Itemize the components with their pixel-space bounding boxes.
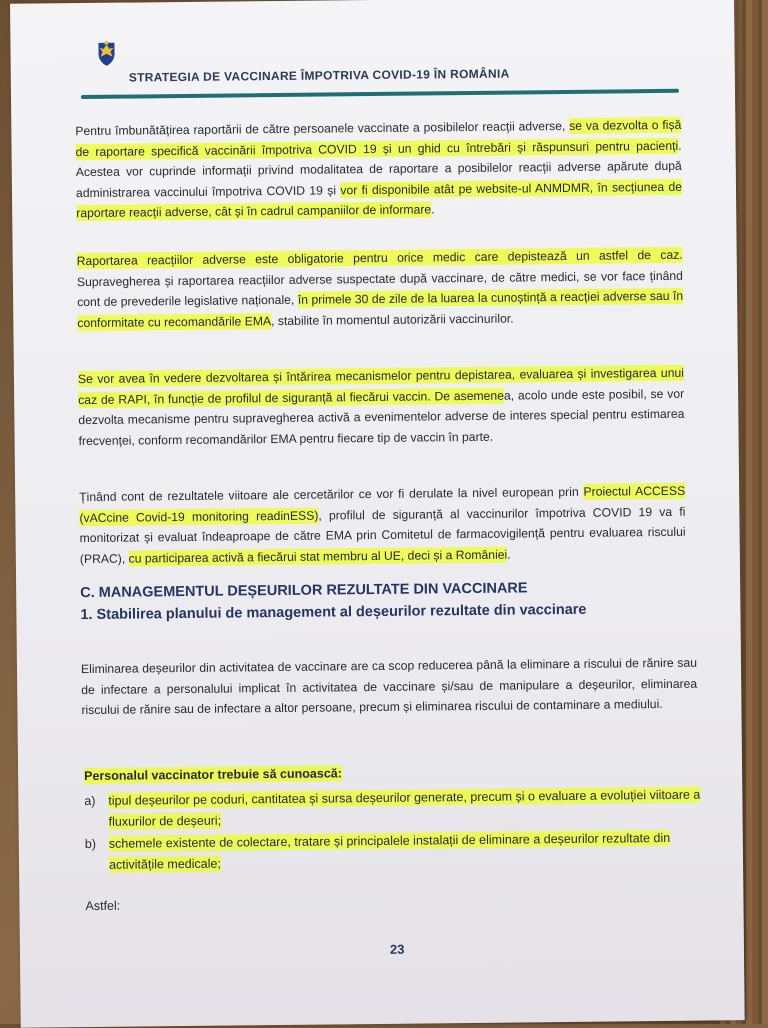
paragraph-text: a, acolo unde este posibil, se vor dezvolta mecanisme pentru supravegherea activă a evenimentelor adverse de interes special pentru estimarea frecvenței, conform recomandărilor EMA pentru fiecare tip de vaccin în parte. (78, 386, 685, 448)
highlighted-text: Se vor avea în vedere dezvoltarea și întărirea mecanismelor pentru depistarea, evaluarea și investigarea unui caz de RAPI, în funcție de profilul de siguranță al fiecărui vaccin. De asemene (77, 365, 684, 407)
list-item-text: tipul deșeurilor pe coduri, cantitatea și sursa deșeurilor generate, precum și o evaluare a evoluției viitoare a fluxurilor de deșeuri; (108, 787, 701, 829)
list-heading: Personalul vaccinator trebuie să cunoască: (84, 766, 342, 784)
paragraph-text: . (507, 547, 511, 562)
paragraph-text: Ținând cont de rezultatele viitoare ale cercetărilor ce vor fi derulate la nivel european prin (79, 484, 584, 505)
highlighted-text: Proiectul ACCESS (vACcine Covid-19 monitoring readinESS) (79, 483, 686, 525)
list-item (84, 785, 706, 834)
paragraph-rapi-mechanisms (78, 363, 685, 452)
highlighted-text: vor fi disponibile atât pe website-ul ANMDMR, în secțiunea de raportare reacții adverse, cât și în cadrul campaniilor de informare (76, 179, 683, 221)
section-c-subtitle: 1. Stabilirea planului de management al deșeurilor rezultate din vaccinare (80, 601, 587, 624)
list-item-text: schemele existente de colectare, tratare și principalele instalații de eliminare a deșeurilor rezultate din activitățile medicale; (108, 830, 671, 872)
document-header (80, 27, 681, 103)
paragraph-access-project (79, 481, 686, 570)
paragraph-text: Supravegherea și raportarea reacțiilor adverse suspectate după vaccinare, de către medici, se vor face ținând cont de prevederile legislative naționale, (76, 268, 683, 310)
paragraph-text: , profilul de siguranță al vaccinurilor împotriva COVID 19 va fi monitorizat și evaluat îndeaproape de către EMA prin Comitetul de farmacovigilență pentru evaluarea riscului (PRAC), (79, 504, 686, 566)
paragraph-mandatory-reporting (77, 245, 684, 334)
highlighted-text: Raportarea reacțiilor adverse este obligatorie pentru orice medic care depistează un astfel de caz. (76, 247, 683, 269)
paragraph-text: Eliminarea deșeurilor din activitatea de vaccinare are ca scop reducerea până la eliminare a riscului de rănire sau de infectare a personalului implicat în activitatea de vaccinare și/sau de manipulare a deșeurilor, eliminarea riscului de rănire sau de infectare a altor persoane, precum și eliminarea riscului de contaminare a mediului. (80, 655, 698, 718)
document-page (10, 0, 745, 1028)
paragraph-reporting (75, 115, 682, 224)
highlighted-text: în primele 30 de zile de la luarea la cunoștință a reacției adverse sau în conformitate cu recomandările EMA (77, 288, 684, 330)
page-number: 23 (389, 941, 405, 957)
paragraph-text: . (431, 202, 435, 217)
highlighted-text: cu participarea activă a fiecărui stat membru al UE, deci și a României (128, 547, 508, 566)
requirements-list (84, 785, 707, 878)
romania-coat-of-arms-icon (92, 39, 120, 67)
paragraph-waste-elimination (81, 653, 698, 721)
list-marker: b) (84, 836, 97, 852)
paragraph-text: , stabilite în momentul autorizării vaccinurilor. (271, 311, 514, 328)
highlighted-text: se va dezvolta o fișă de raportare specifică vaccinării împotriva COVID 19 și un ghid cu întrebări și răspunsuri pentru pacienți (75, 117, 682, 159)
list-marker: a) (84, 793, 96, 809)
list-item (85, 828, 707, 877)
document-title: STRATEGIA DE VACCINARE ÎMPOTRIVA COVID-19 ÎN ROMÂNIA (128, 66, 510, 85)
paragraph-text: . Acestea vor cuprinde informații privind modalitatea de raportare a posibilelor reacții adverse apărute după administrarea vaccinului împotriva COVID 19 și (75, 138, 682, 200)
header-divider (81, 89, 679, 99)
section-c-title: C. MANAGEMENTUL DEȘEURILOR REZULTATE DIN VACCINARE (80, 580, 528, 602)
closing-text: Astfel: (85, 898, 121, 914)
paragraph-text: Pentru îmbunătățirea raportării de către persoanele vaccinate a posibilelor reacții adverse, (75, 118, 570, 139)
